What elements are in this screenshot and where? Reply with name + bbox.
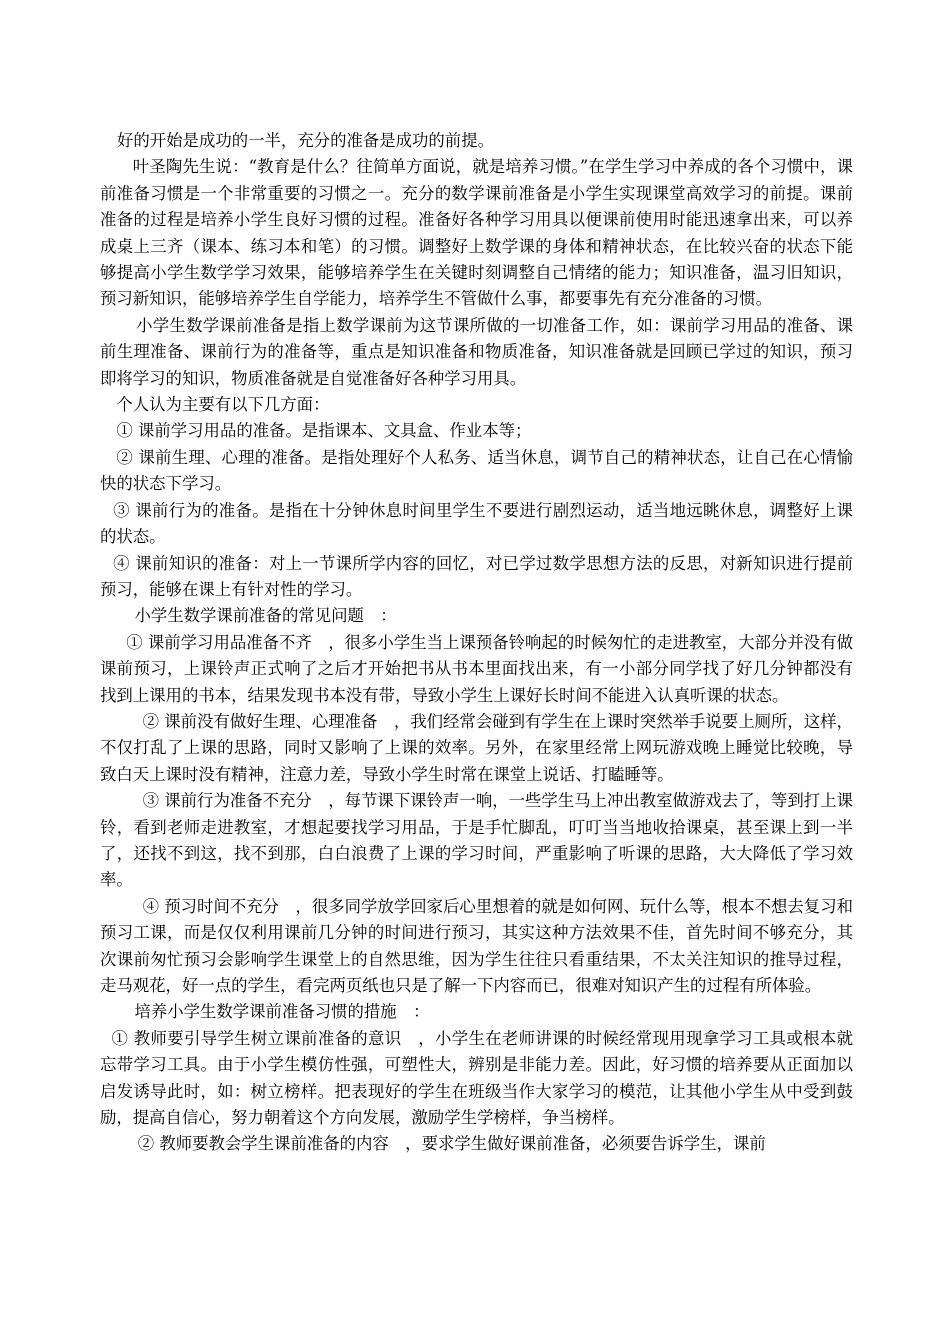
paragraph-definition: 小学生数学课前准备是指上数学课前为这节课所做的一切准备工作，如：课前学习用品的准备、课前生理准备、课前行为的准备等，重点是知识准备和物质准备，知识准备就是回顾已学过的知识，预习即将学习的知识，物质准备就是自觉准备好各种学习用具。: [100, 315, 853, 388]
paragraph-measures-heading: 培养小学生数学课前准备习惯的措施 ：: [134, 1002, 430, 1022]
list-item-behavior: ③ 课前行为的准备。是指在十分钟休息时间里学生不要进行剧烈运动，适当地远眺休息，调整好上课的状态。: [100, 500, 853, 547]
problem-item-preview: ④ 预习时间不充分 ，很多同学放学回家后心里想着的就是如何网、玩什么等，根本不想去复习和预习工课，而是仅仅利用课前几分钟的时间进行预习，其实这种方法效果不佳，首先时间不够充分，其次课前匆忙预习会影响学生课堂上的自然思维，因为学生往往只看重结果，不太关注知识的推导过程，走马观花，好一点的学生，看完两页纸也只是了解一下内容而已，很难对知识产生的过程有所体验。: [100, 896, 853, 995]
list-item-supplies: ① 课前学习用品的准备。是指课本、文具盒、作业本等；: [116, 421, 532, 441]
paragraph-problems-heading: 小学生数学课前准备的常见问题 ：: [134, 606, 397, 626]
problem-item-behavior: ③ 课前行为准备不充分 ，每节课下课铃声一响，一些学生马上冲出教室做游戏去了，等到打上课铃，看到老师走进教室，才想起要找学习用品，于是手忙脚乱，叮叮当当地收拾课桌，甚至课上到一半了，还找不到这，找不到那，白白浪费了上课的学习时间，严重影响了听课的思路，大大降低了学习效率。: [100, 791, 853, 890]
paragraph-ye-shengtao-quote: 叶圣陶先生说：“教育是什么？往简单方面说，就是培养习惯。”在学生学习中养成的各个习惯中，课前准备习惯是一个非常重要的习惯之一。充分的数学课前准备是小学生实现课堂高效学习的前提。课前准备的过程是培养小学生良好习惯的过程。准备好各种学习用具以便课前使用时能迅速拿出来，可以养成桌上三齐（课本、练习本和笔）的习惯。调整好上数学课的身体和精神状态，在比较兴奋的状态下能够提高小学生数学学习效果，能够培养学生在关键时刻调整自己情绪的能力；知识准备，温习旧知识，预习新知识，能够培养学生自学能力，培养学生不管做什么事，都要事先有充分准备的习惯。: [100, 157, 853, 309]
document-body: [100, 128, 853, 1158]
measure-item-awareness: ① 教师要引导学生树立课前准备的意识 ，小学生在老师讲课的时候经常现用现拿学习工具或根本就忘带学习工具。由于小学生模仿性强，可塑性大，辨别是非能力差。因此，好习惯的培养要从正面加以启发诱导此时，如：树立榜样。把表现好的学生在班级当作大家学习的模范，让其他小学生从中受到鼓励，提高自信心，努力朝着这个方向发展，激励学生学榜样，争当榜样。: [100, 1028, 853, 1128]
paragraph-aspects-heading: 个人认为主要有以下几方面：: [116, 395, 330, 415]
measure-item-content: ② 教师要教会学生课前准备的内容 ，要求学生做好课前准备，必须要告诉学生，课前: [137, 1134, 766, 1154]
list-item-physiology: ② 课前生理、心理的准备。是指处理好个人私务、适当休息，调节自己的精神状态，让自己在心情愉快的状态下学习。: [100, 447, 853, 494]
paragraph-intro: 好的开始是成功的一半，充分的准备是成功的前提。: [117, 131, 494, 150]
list-item-knowledge: ④ 课前知识的准备：对上一节课所学内容的回忆，对已学过数学思想方法的反思，对新知识进行提前预习，能够在课上有针对性的学习。: [100, 553, 853, 599]
problem-item-physiology: ② 课前没有做好生理、心理准备 ，我们经常会碰到有学生在上课时突然举手说要上厕所，这样，不仅打乱了上课的思路，同时又影响了上课的效率。另外，在家里经常上网玩游戏晚上睡觉比较晚，导致白天上课时没有精神，注意力差，导致小学生时常在课堂上说话、打瞌睡等。: [100, 711, 853, 784]
problem-item-supplies: ① 课前学习用品准备不齐 ，很多小学生当上课预备铃响起的时候匆忙的走进教室，大部分并没有做课前预习，上课铃声正式响了之后才开始把书从书本里面找出来，有一小部分同学找了好几分钟都没有找到上课用的书本，结果发现书本没有带，导致小学生上课好长时间不能进入认真听课的状态。: [100, 632, 853, 705]
